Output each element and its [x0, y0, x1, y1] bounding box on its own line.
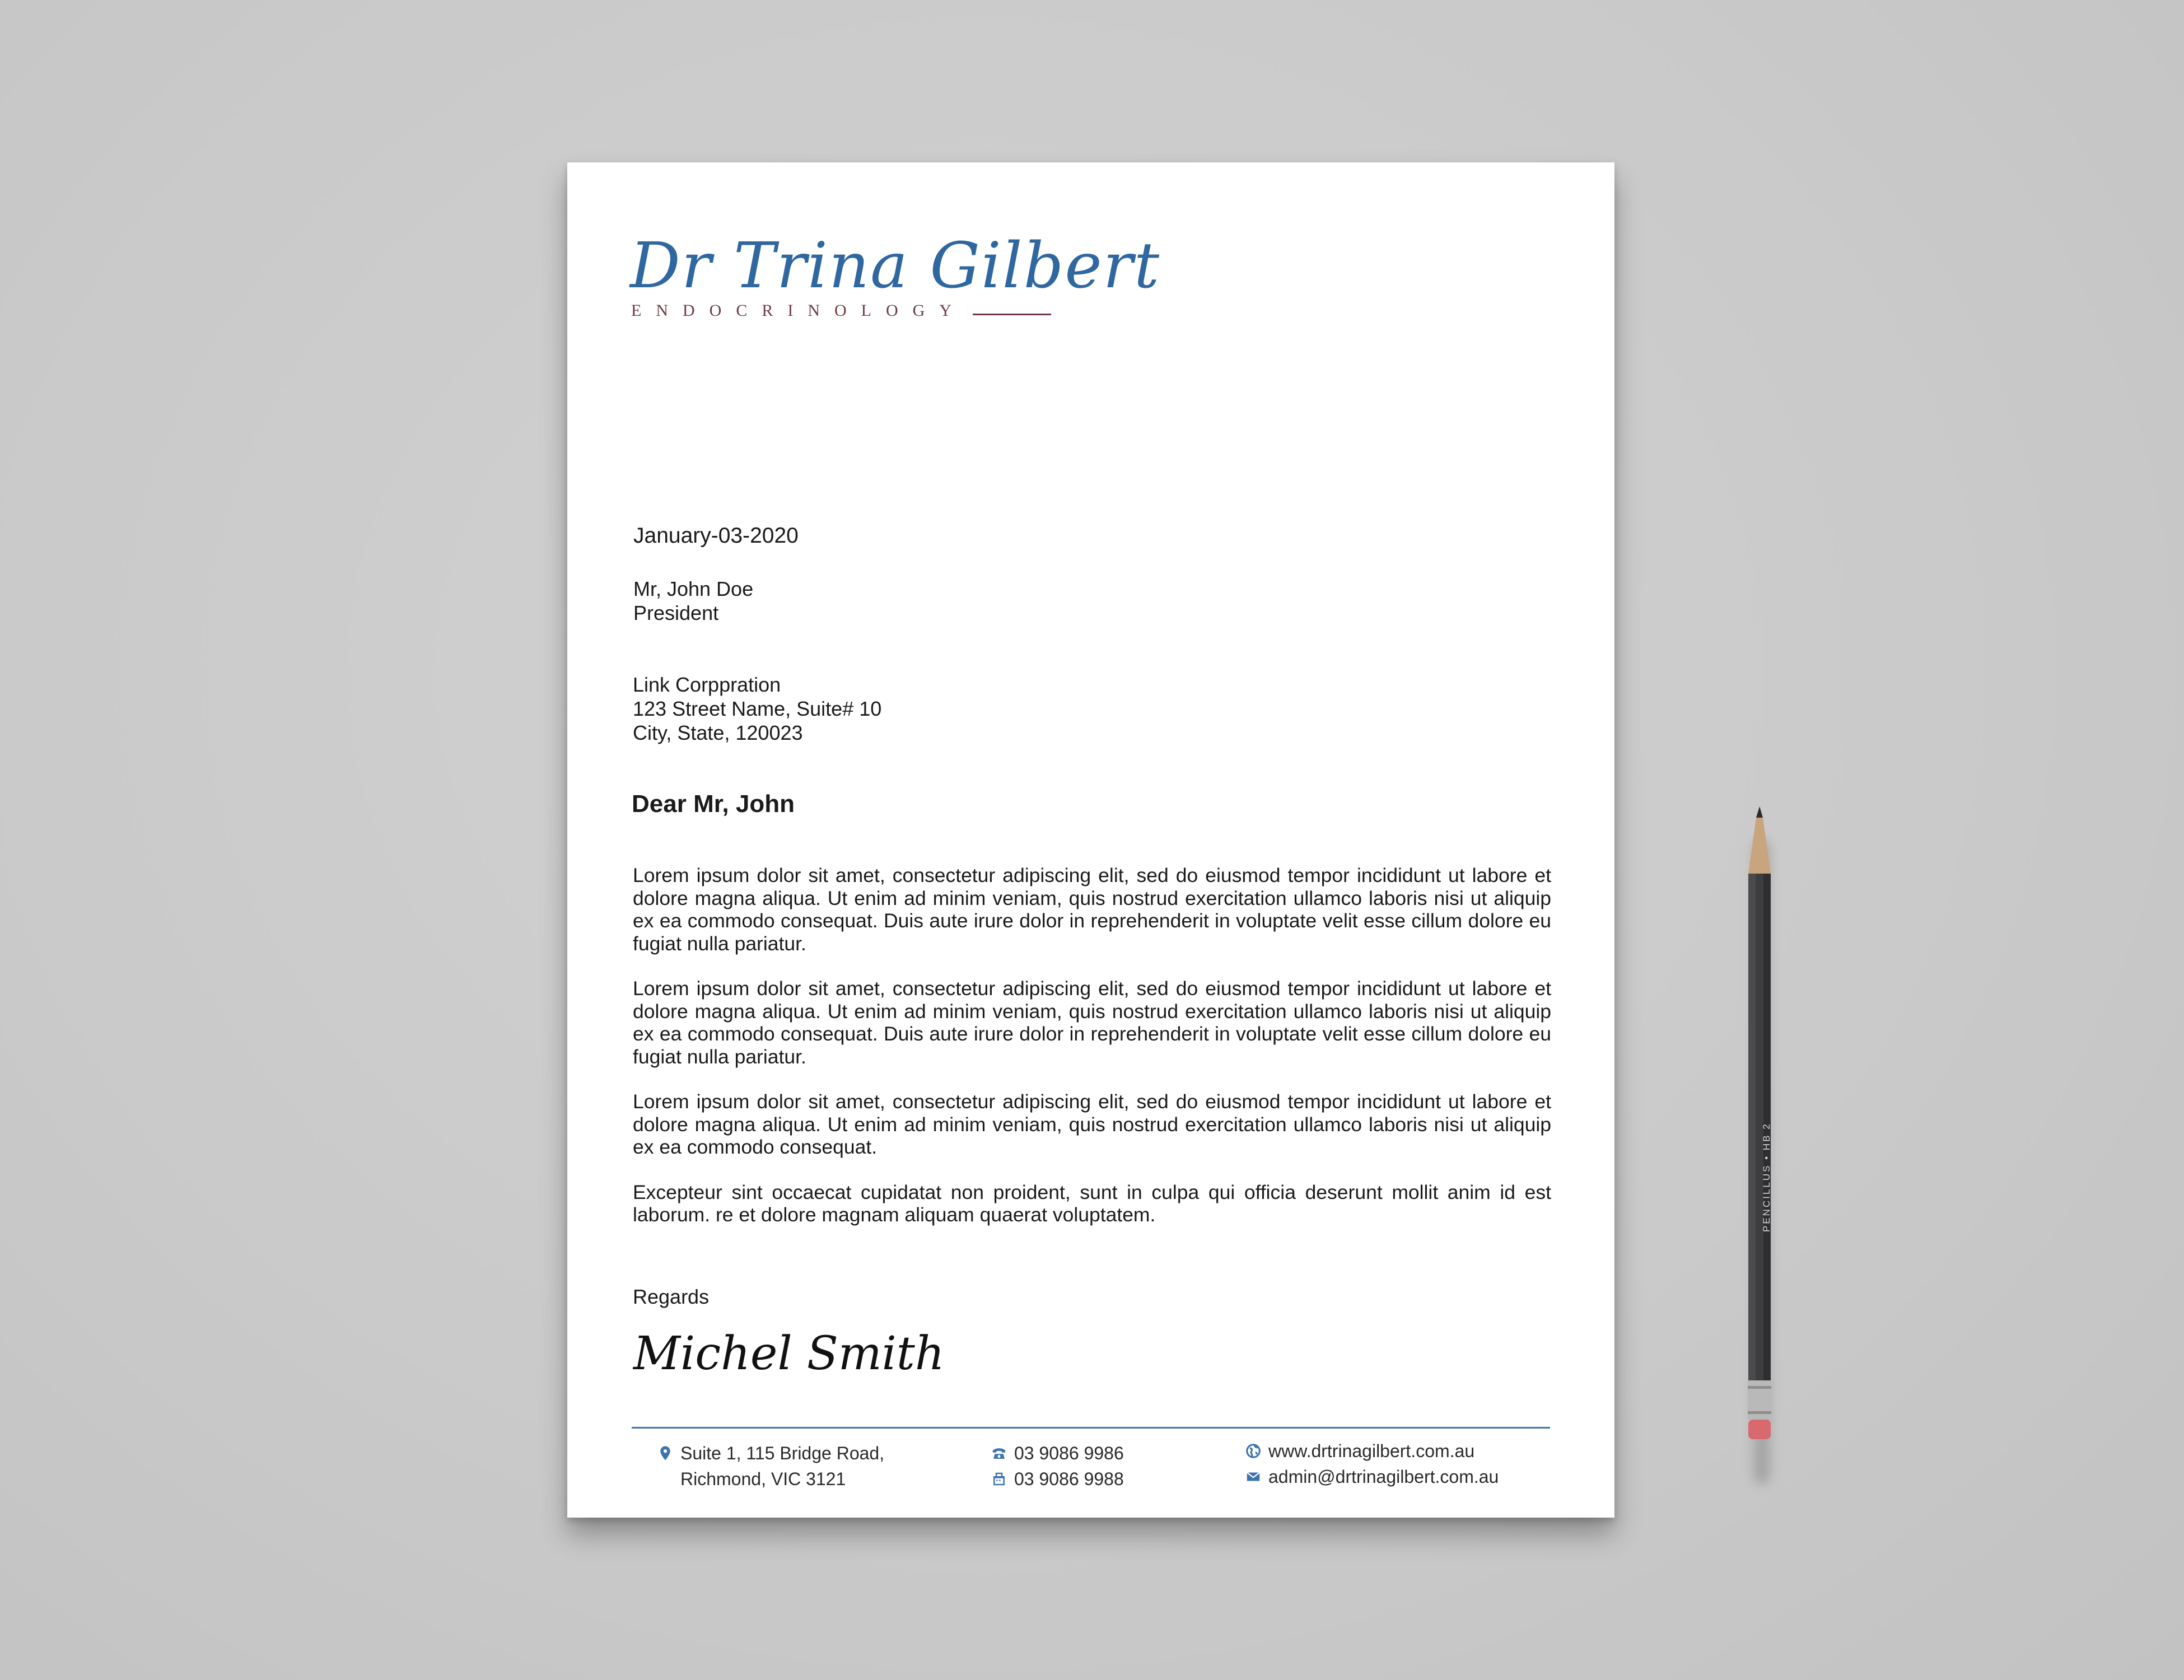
letter-date: January-03-2020 — [633, 524, 799, 548]
logo-specialty: ENDOCRINOLOGY — [631, 301, 966, 320]
letterhead-logo — [630, 230, 1161, 330]
greeting: Dear Mr, John — [632, 790, 795, 818]
recipient-block — [633, 577, 753, 625]
phone-icon — [991, 1445, 1007, 1462]
footer-phones — [991, 1440, 1124, 1492]
globe-icon — [1245, 1443, 1262, 1459]
body-paragraph: Excepteur sint occaecat cupidatat non proident, sunt in culpa qui officia deserunt mollit anim id est laborum. re et dolore magnam aliquam quaerat voluptatem. — [633, 1180, 1551, 1226]
location-pin-icon — [657, 1445, 674, 1462]
footer-address — [657, 1440, 884, 1492]
logo-name: Dr Trina Gilbert — [630, 230, 1161, 302]
footer-address-line1: Suite 1, 115 Bridge Road, — [680, 1443, 885, 1463]
letter-body — [633, 864, 1551, 1249]
logo-rule — [973, 314, 1051, 315]
company-address-line1: 123 Street Name, Suite# 10 — [633, 697, 882, 720]
body-paragraph: Lorem ipsum dolor sit amet, consectetur adipiscing elit, sed do eiusmod tempor incididunt ut labore et dolore magna aliqua. Ut enim ad minim veniam, quis nostrud exercitation ullamco laboris nisi ut aliquip ex ea commodo consequat. Duis aute irure dolor in reprehenderit in voluptate velit esse cillum dolore eu fugiat nulla pariatur. — [633, 864, 1551, 955]
letter-sheet — [567, 162, 1614, 1518]
company-block — [633, 673, 881, 745]
body-paragraph: Lorem ipsum dolor sit amet, consectetur adipiscing elit, sed do eiusmod tempor incididunt ut labore et dolore magna aliqua. Ut enim ad minim veniam, quis nostrud exercitation ullamco laboris nisi ut aliquip ex ea commodo consequat. — [633, 1090, 1551, 1158]
footer-web — [1245, 1438, 1499, 1490]
closing: Regards — [633, 1285, 710, 1308]
signature: Michel Smith — [633, 1327, 945, 1380]
footer-fax: 03 9086 9988 — [1014, 1469, 1124, 1489]
company-address-line2: City, State, 120023 — [633, 721, 803, 744]
footer-address-line2: Richmond, VIC 3121 — [680, 1469, 846, 1489]
footer-email[interactable]: admin@drtrinagilbert.com.au — [1268, 1467, 1499, 1487]
pencil-label: PENCILLUS • HB 2 — [1761, 1122, 1772, 1232]
fax-icon — [991, 1471, 1007, 1487]
footer-website[interactable]: www.drtrinagilbert.com.au — [1268, 1441, 1475, 1461]
footer-phone: 03 9086 9986 — [1014, 1443, 1124, 1463]
recipient-title: President — [633, 601, 719, 624]
company-name: Link Corppration — [633, 673, 781, 696]
recipient-name: Mr, John Doe — [633, 577, 754, 600]
body-paragraph: Lorem ipsum dolor sit amet, consectetur adipiscing elit, sed do eiusmod tempor incididunt ut labore et dolore magna aliqua. Ut enim ad minim veniam, quis nostrud exercitation ullamco laboris nisi ut aliquip ex ea commodo consequat. Duis aute irure dolor in reprehenderit in voluptate velit esse cillum dolore eu fugiat nulla pariatur. — [633, 977, 1551, 1068]
footer-rule — [632, 1427, 1550, 1429]
envelope-icon — [1245, 1468, 1262, 1485]
